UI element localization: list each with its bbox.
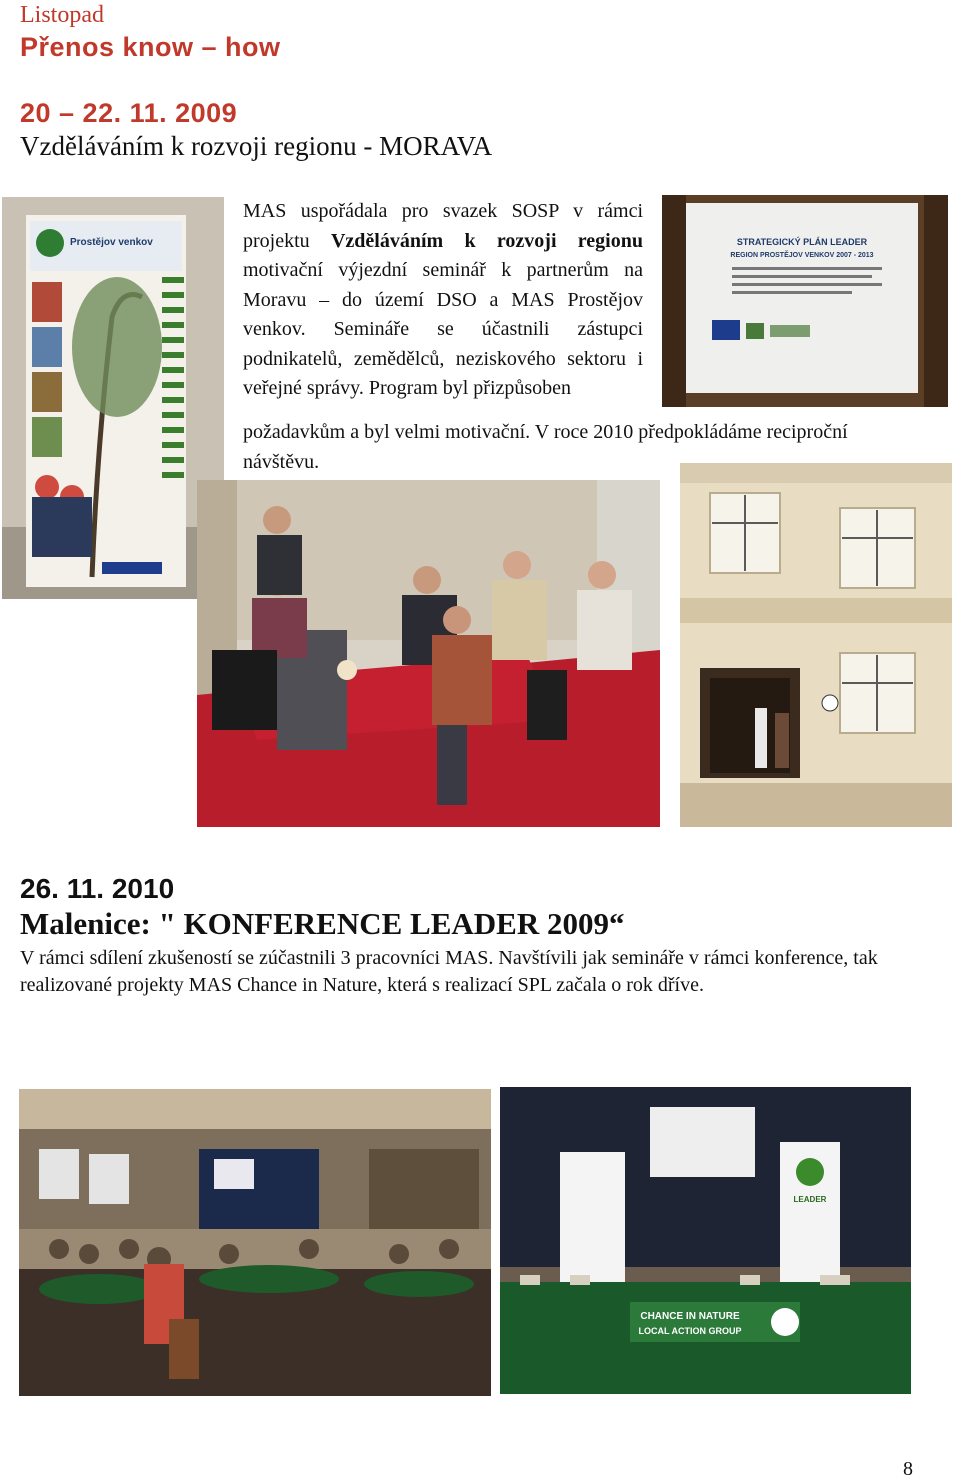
photo-conference-hall: [19, 1089, 491, 1396]
section2-date: 26. 11. 2010: [20, 873, 175, 904]
para-segment: MAS uspořádala pro svazek SOSP v rámci projektu: [243, 200, 643, 252]
banner-title: Prostějov venkov: [70, 237, 153, 248]
section2-paragraph: V rámci sdílení zkušeností se zúčastnili 3 pracovníci MAS. Navštívili jak semináře v rámci konference, tak realizované projekty MAS Chance in Nature, která s realizací SPL začala o rok dříve.: [20, 947, 878, 996]
photo-building: [680, 463, 952, 827]
page-subtitle: Přenos know – how: [20, 32, 281, 62]
photo-banner: [2, 197, 224, 599]
month-title: Listopad: [20, 2, 104, 28]
section1-heading: Vzděláváním k rozvoji regionu - MORAVA: [20, 131, 493, 161]
plaque-title: STRATEGICKÝ PLÁN LEADER: [736, 237, 868, 247]
photo-plaque: [662, 195, 948, 407]
section2-heading: Malenice: " KONFERENCE LEADER 2009“: [20, 906, 625, 941]
photo-seminar: [197, 480, 660, 827]
section1-paragraph-top: [243, 197, 643, 404]
section1-paragraph-bottom: požadavkům a byl velmi motivační. V roce 2010 předpokládáme reciproční návštěvu.: [243, 421, 848, 473]
leader-label: LEADER: [793, 1195, 827, 1204]
chance-banner-text: CHANCE IN NATURE: [640, 1311, 740, 1322]
photo-stage: [500, 1087, 911, 1394]
section1-date: 20 – 22. 11. 2009: [20, 98, 238, 128]
para-segment-bold: Vzděláváním k rozvoji regionu: [330, 229, 643, 252]
plaque-subtitle: REGION PROSTĚJOV VENKOV 2007 - 2013: [730, 252, 874, 259]
chance-banner-subtext: LOCAL ACTION GROUP: [638, 1326, 742, 1336]
para-segment: motivační výjezdní seminář k partnerům na Moravu – do území DSO a MAS Prostějov venkov. Semináře se účastnili zástupci podnikatelů, zemědělců, neziskového sektoru i veřejné správy. Program byl přizpůsoben: [243, 259, 643, 399]
page-number: 8: [903, 1458, 913, 1480]
